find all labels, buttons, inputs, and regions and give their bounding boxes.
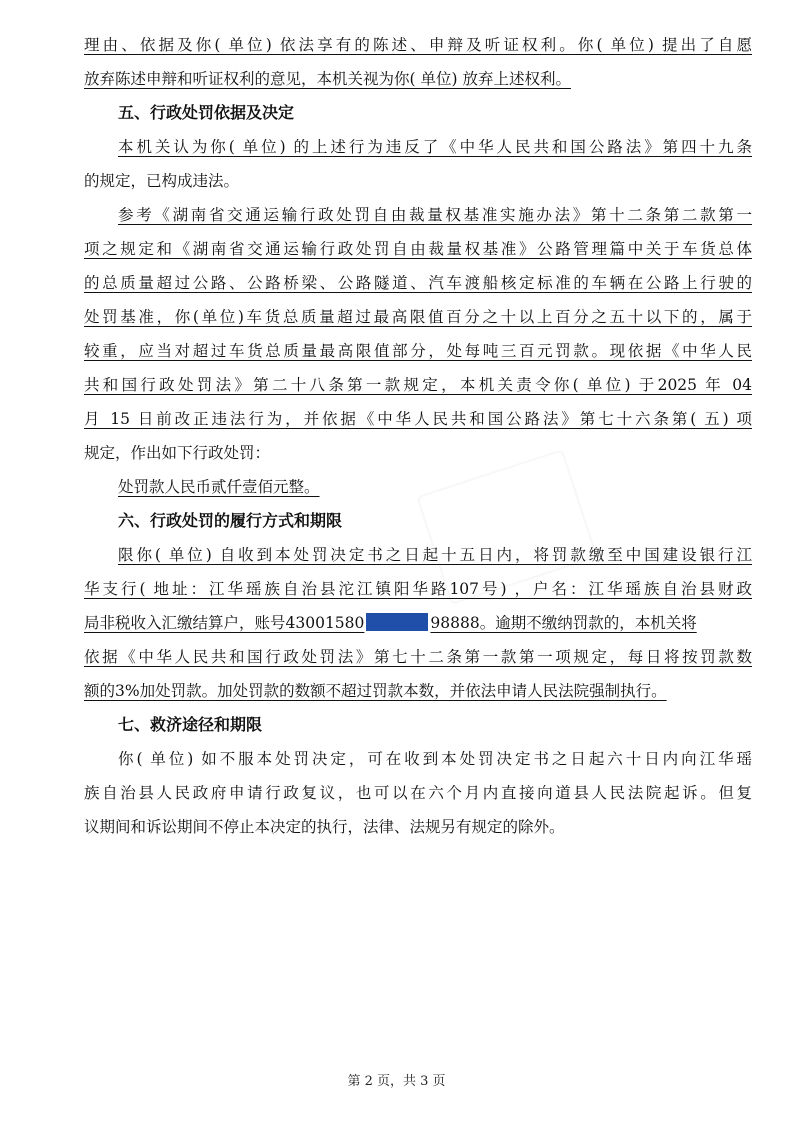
paragraph-line: 规定，作出如下行政处罚： xyxy=(84,444,271,462)
paragraph-line: 理由、依据及你( 单位) 依法享有的陈述、申辩及听证权利。你( 单位) 提出了自愿 xyxy=(84,36,752,54)
paragraph-line: 额的3%加处罚款。加处罚款的数额不超过罚款本数，并依法申请人民法院强制执行。 xyxy=(84,682,667,700)
account-suffix: 98888。逾期不缴纳罚款的，本机关将 xyxy=(430,614,697,632)
paragraph-line: 的规定，已构成违法。 xyxy=(84,172,240,190)
paragraph-line: 月 15 日前改正违法行为，并依据《中华人民共和国公路法》第七十六条第( 五) 项 xyxy=(84,410,752,428)
paragraph-line: 依据《中华人民共和国行政处罚法》第七十二条第一款第一项规定，每日将按罚款数 xyxy=(84,648,752,666)
paragraph-line: 处罚基准，你(单位)车货总质量超过最高限值百分之十以上百分之五十以下的，属于 xyxy=(84,308,752,326)
paragraph-line: 项之规定和《湖南省交通运输行政处罚自由裁量权基准》公路管理篇中关于车货总体 xyxy=(84,240,752,258)
page-number: 第 2 页，共 3 页 xyxy=(347,1074,446,1089)
paragraph-line: 的总质量超过公路、公路桥梁、公路隧道、汽车渡船核定标准的车辆在公路上行驶的 xyxy=(84,274,752,292)
penalty-line xyxy=(84,470,752,504)
paragraph-line: 放弃陈述申辩和听证权利的意见，本机关视为你( 单位) 放弃上述权利。 xyxy=(84,70,571,88)
paragraph-line: 华支行( 地址：江华瑶族自治县沱江镇阳华路107号) ，户名：江华瑶族自治县财政 xyxy=(84,580,752,598)
paragraph-line: 参考《湖南省交通运输行政处罚自由裁量权基准实施办法》第十二条第二款第一 xyxy=(118,206,752,224)
paragraph-line: 限你( 单位) 自收到本处罚决定书之日起十五日内，将罚款缴至中国建设银行江 xyxy=(118,546,752,564)
paragraph-line: 你( 单位) 如不服本处罚决定，可在收到本处罚决定书之日起六十日内向江华瑶 xyxy=(118,750,752,768)
paragraph-line: 共和国行政处罚法》第二十八条第一款规定，本机关责令你( 单位) 于2025 年 04 xyxy=(84,376,752,394)
paragraph-line: 较重，应当对超过车货总质量最高限值部分，处每吨三百元罚款。现依据《中华人民 xyxy=(84,342,752,360)
document-body xyxy=(84,28,752,844)
paragraph-line: 族自治县人民政府申请行政复议，也可以在六个月内直接向道县人民法院起诉。但复 xyxy=(84,784,752,802)
section-heading-6: 六、行政处罚的履行方式和期限 xyxy=(118,511,343,530)
penalty-amount: 处罚款人民币贰仟壹佰元整。 xyxy=(118,478,320,496)
paragraph-line: 本机关认为你( 单位) 的上述行为违反了《中华人民共和国公路法》第四十九条 xyxy=(118,138,752,156)
section-heading-5: 五、行政处罚依据及决定 xyxy=(118,103,295,122)
paragraph-line: 议期间和诉讼期间不停止本决定的执行，法律、法规另有规定的除外。 xyxy=(84,818,565,836)
redaction-block xyxy=(366,613,428,631)
account-line xyxy=(84,606,752,640)
section-heading-7: 七、救济途径和期限 xyxy=(118,715,263,734)
account-prefix: 局非税收入汇缴结算户，账号43001580 xyxy=(84,614,365,632)
